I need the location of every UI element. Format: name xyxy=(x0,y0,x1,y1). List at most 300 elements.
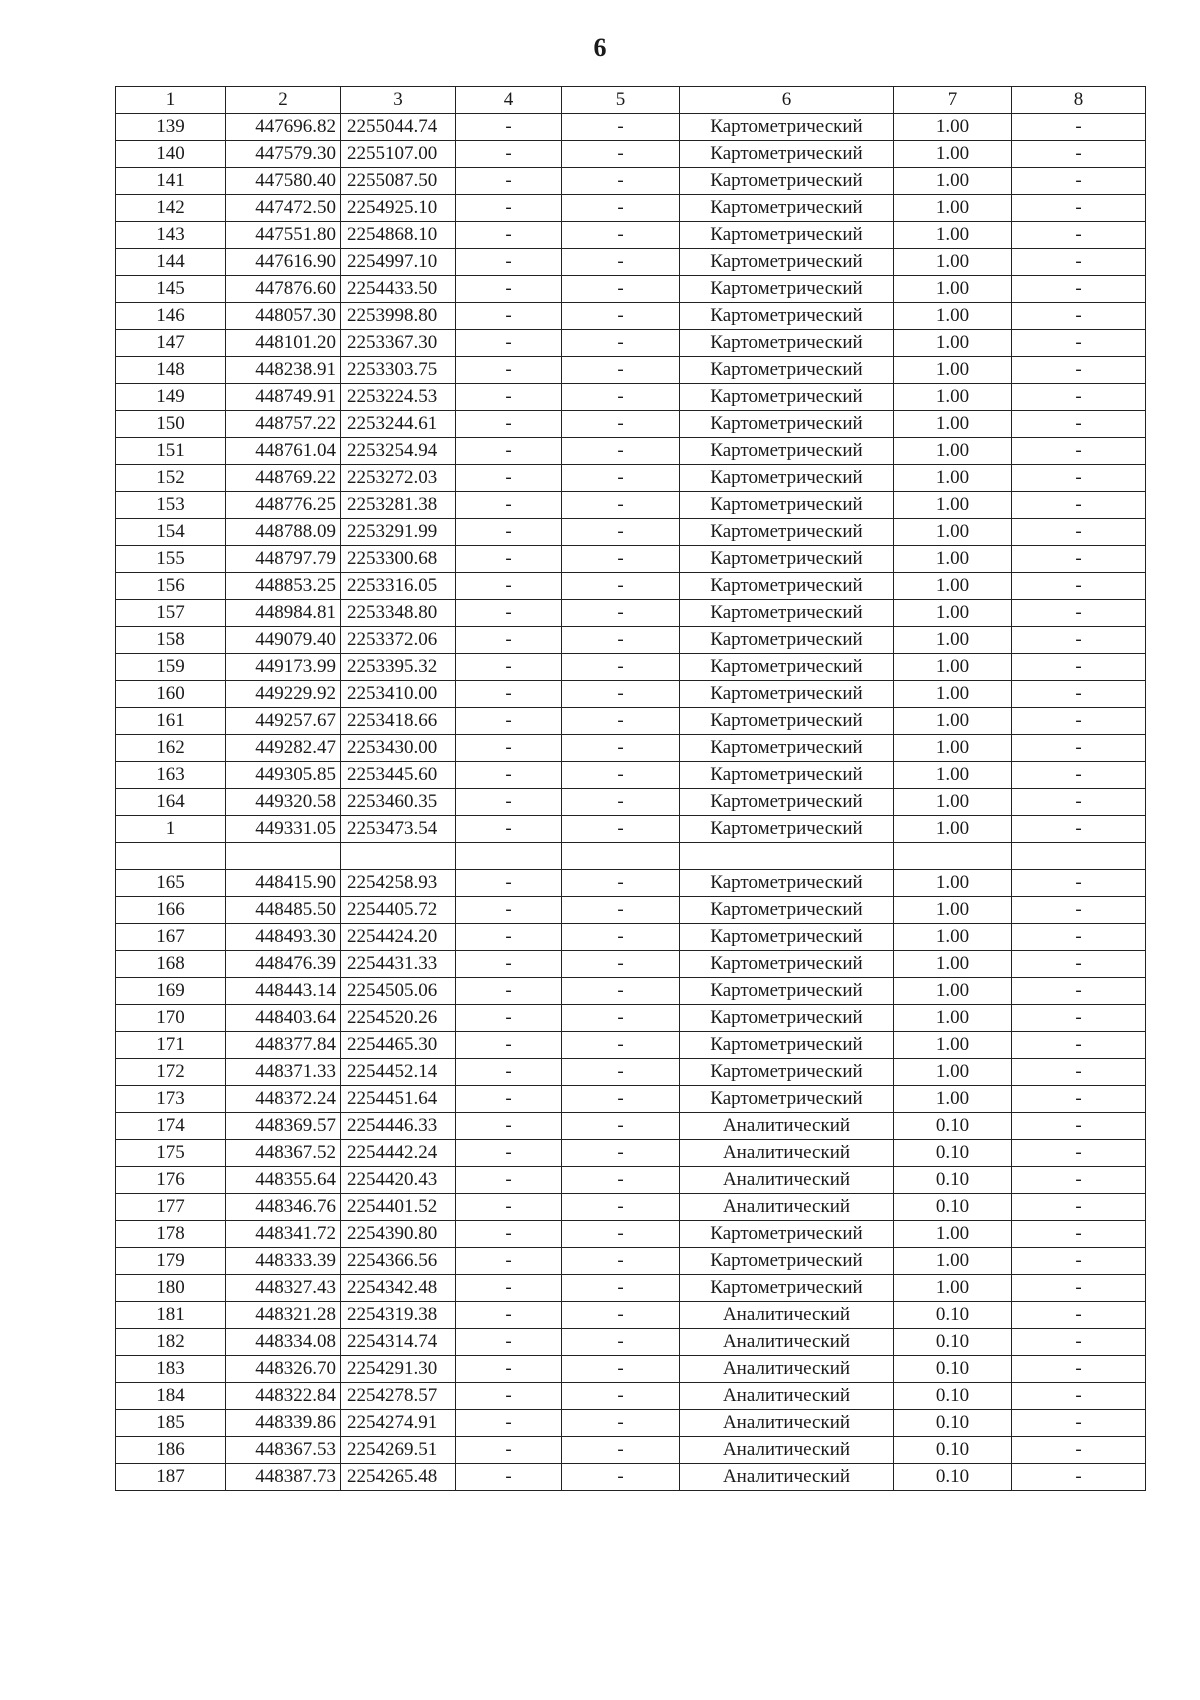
method-cell: Картометрический xyxy=(680,600,894,627)
col-5-value-cell: - xyxy=(562,1167,680,1194)
point-number-cell: 171 xyxy=(116,1032,226,1059)
x-coordinate-cell: 448355.64 xyxy=(226,1167,341,1194)
y-coordinate-cell: 2253445.60 xyxy=(341,762,456,789)
table-row xyxy=(116,1383,1146,1410)
accuracy-cell: 1.00 xyxy=(894,654,1012,681)
col-8-value-cell: - xyxy=(1012,168,1146,195)
x-coordinate-cell: 448334.08 xyxy=(226,1329,341,1356)
col-4-value-cell: - xyxy=(456,1005,562,1032)
col-8-value-cell: - xyxy=(1012,681,1146,708)
x-coordinate-cell: 447551.80 xyxy=(226,222,341,249)
col-8-value-cell: - xyxy=(1012,1248,1146,1275)
x-coordinate-cell: 448367.52 xyxy=(226,1140,341,1167)
point-number-cell: 142 xyxy=(116,195,226,222)
col-4-value-cell: - xyxy=(456,1437,562,1464)
table-header xyxy=(116,87,1146,114)
column-header-1: 1 xyxy=(116,87,226,114)
col-4-value-cell: - xyxy=(456,114,562,141)
method-cell: Картометрический xyxy=(680,816,894,843)
col-4-value-cell: - xyxy=(456,168,562,195)
col-5-value-cell: - xyxy=(562,762,680,789)
y-coordinate-cell: 2253410.00 xyxy=(341,681,456,708)
point-number-cell: 186 xyxy=(116,1437,226,1464)
accuracy-cell: 1.00 xyxy=(894,222,1012,249)
column-header-8: 8 xyxy=(1012,87,1146,114)
col-8-value-cell: - xyxy=(1012,1464,1146,1491)
x-coordinate-cell: 448443.14 xyxy=(226,978,341,1005)
col-5-value-cell: - xyxy=(562,1059,680,1086)
col-8-value-cell: - xyxy=(1012,816,1146,843)
table-row xyxy=(116,681,1146,708)
table-row xyxy=(116,789,1146,816)
accuracy-cell: 1.00 xyxy=(894,465,1012,492)
point-number-cell: 170 xyxy=(116,1005,226,1032)
accuracy-cell: 1.00 xyxy=(894,384,1012,411)
y-coordinate-cell: 2254442.24 xyxy=(341,1140,456,1167)
table-row xyxy=(116,168,1146,195)
col-5-value-cell: - xyxy=(562,168,680,195)
col-5-value-cell: - xyxy=(562,1275,680,1302)
col-4-value-cell: - xyxy=(456,816,562,843)
method-cell: Аналитический xyxy=(680,1167,894,1194)
y-coordinate-cell: 2253281.38 xyxy=(341,492,456,519)
table-row xyxy=(116,1221,1146,1248)
col-4-value-cell: - xyxy=(456,627,562,654)
col-5-value-cell: - xyxy=(562,789,680,816)
table-row xyxy=(116,276,1146,303)
col-4-value-cell: - xyxy=(456,1464,562,1491)
table-row xyxy=(116,1167,1146,1194)
col-4-value-cell: - xyxy=(456,1194,562,1221)
x-coordinate-cell: 448415.90 xyxy=(226,870,341,897)
accuracy-cell: 1.00 xyxy=(894,924,1012,951)
column-header-5: 5 xyxy=(562,87,680,114)
table-row xyxy=(116,708,1146,735)
x-coordinate-cell: 448341.72 xyxy=(226,1221,341,1248)
y-coordinate-cell: 2253272.03 xyxy=(341,465,456,492)
y-coordinate-cell: 2255107.00 xyxy=(341,141,456,168)
y-coordinate-cell: 2254274.91 xyxy=(341,1410,456,1437)
table-row xyxy=(116,492,1146,519)
method-cell: Картометрический xyxy=(680,1059,894,1086)
col-8-value-cell: - xyxy=(1012,438,1146,465)
x-coordinate-cell: 448367.53 xyxy=(226,1437,341,1464)
accuracy-cell xyxy=(894,843,1012,870)
col-8-value-cell: - xyxy=(1012,1005,1146,1032)
col-5-value-cell: - xyxy=(562,897,680,924)
x-coordinate-cell: 447580.40 xyxy=(226,168,341,195)
col-4-value-cell: - xyxy=(456,762,562,789)
point-number-cell: 184 xyxy=(116,1383,226,1410)
table-row xyxy=(116,465,1146,492)
col-5-value-cell: - xyxy=(562,438,680,465)
method-cell: Картометрический xyxy=(680,1221,894,1248)
point-number-cell: 162 xyxy=(116,735,226,762)
col-8-value-cell: - xyxy=(1012,1059,1146,1086)
col-5-value-cell: - xyxy=(562,1086,680,1113)
point-number-cell: 157 xyxy=(116,600,226,627)
table-row xyxy=(116,411,1146,438)
method-cell: Картометрический xyxy=(680,465,894,492)
y-coordinate-cell: 2254265.48 xyxy=(341,1464,456,1491)
accuracy-cell: 0.10 xyxy=(894,1167,1012,1194)
x-coordinate-cell: 448387.73 xyxy=(226,1464,341,1491)
y-coordinate-cell: 2254342.48 xyxy=(341,1275,456,1302)
x-coordinate-cell: 448984.81 xyxy=(226,600,341,627)
table-row xyxy=(116,951,1146,978)
x-coordinate-cell: 448339.86 xyxy=(226,1410,341,1437)
table-row xyxy=(116,1356,1146,1383)
table-row xyxy=(116,519,1146,546)
x-coordinate-cell: 448853.25 xyxy=(226,573,341,600)
col-5-value-cell: - xyxy=(562,573,680,600)
col-8-value-cell: - xyxy=(1012,897,1146,924)
y-coordinate-cell: 2254452.14 xyxy=(341,1059,456,1086)
col-5-value-cell: - xyxy=(562,1248,680,1275)
table-row xyxy=(116,843,1146,870)
x-coordinate-cell: 448493.30 xyxy=(226,924,341,951)
accuracy-cell: 1.00 xyxy=(894,249,1012,276)
y-coordinate-cell: 2254451.64 xyxy=(341,1086,456,1113)
col-8-value-cell: - xyxy=(1012,1302,1146,1329)
column-header-3: 3 xyxy=(341,87,456,114)
y-coordinate-cell: 2253460.35 xyxy=(341,789,456,816)
method-cell: Аналитический xyxy=(680,1113,894,1140)
col-4-value-cell: - xyxy=(456,249,562,276)
method-cell: Картометрический xyxy=(680,1032,894,1059)
accuracy-cell: 1.00 xyxy=(894,870,1012,897)
x-coordinate-cell: 449229.92 xyxy=(226,681,341,708)
col-5-value-cell: - xyxy=(562,600,680,627)
method-cell xyxy=(680,843,894,870)
y-coordinate-cell: 2254520.26 xyxy=(341,1005,456,1032)
point-number-cell: 167 xyxy=(116,924,226,951)
col-4-value-cell: - xyxy=(456,870,562,897)
point-number-cell: 176 xyxy=(116,1167,226,1194)
col-4-value-cell: - xyxy=(456,951,562,978)
col-4-value-cell: - xyxy=(456,1140,562,1167)
col-4-value-cell: - xyxy=(456,492,562,519)
point-number-cell: 147 xyxy=(116,330,226,357)
col-8-value-cell: - xyxy=(1012,870,1146,897)
y-coordinate-cell: 2254401.52 xyxy=(341,1194,456,1221)
point-number-cell: 160 xyxy=(116,681,226,708)
col-8-value-cell: - xyxy=(1012,1140,1146,1167)
accuracy-cell: 0.10 xyxy=(894,1464,1012,1491)
column-header-4: 4 xyxy=(456,87,562,114)
col-8-value-cell: - xyxy=(1012,222,1146,249)
table-row xyxy=(116,1194,1146,1221)
point-number-cell: 156 xyxy=(116,573,226,600)
table-row xyxy=(116,1032,1146,1059)
table-row xyxy=(116,1302,1146,1329)
accuracy-cell: 1.00 xyxy=(894,141,1012,168)
method-cell: Картометрический xyxy=(680,546,894,573)
x-coordinate-cell: 448776.25 xyxy=(226,492,341,519)
method-cell: Картометрический xyxy=(680,708,894,735)
y-coordinate-cell: 2254291.30 xyxy=(341,1356,456,1383)
x-coordinate-cell: 447579.30 xyxy=(226,141,341,168)
table-row xyxy=(116,1113,1146,1140)
y-coordinate-cell: 2254366.56 xyxy=(341,1248,456,1275)
col-8-value-cell: - xyxy=(1012,114,1146,141)
col-5-value-cell: - xyxy=(562,681,680,708)
method-cell: Аналитический xyxy=(680,1140,894,1167)
col-5-value-cell: - xyxy=(562,330,680,357)
accuracy-cell: 1.00 xyxy=(894,600,1012,627)
y-coordinate-cell: 2253998.80 xyxy=(341,303,456,330)
y-coordinate-cell: 2253473.54 xyxy=(341,816,456,843)
col-4-value-cell: - xyxy=(456,222,562,249)
col-5-value-cell: - xyxy=(562,546,680,573)
accuracy-cell: 1.00 xyxy=(894,519,1012,546)
accuracy-cell: 1.00 xyxy=(894,546,1012,573)
y-coordinate-cell: 2253254.94 xyxy=(341,438,456,465)
col-4-value-cell: - xyxy=(456,1383,562,1410)
y-coordinate-cell: 2254278.57 xyxy=(341,1383,456,1410)
col-4-value-cell: - xyxy=(456,1356,562,1383)
accuracy-cell: 1.00 xyxy=(894,978,1012,1005)
method-cell: Картометрический xyxy=(680,519,894,546)
col-5-value-cell: - xyxy=(562,654,680,681)
point-number-cell: 152 xyxy=(116,465,226,492)
method-cell: Картометрический xyxy=(680,573,894,600)
x-coordinate-cell: 448769.22 xyxy=(226,465,341,492)
y-coordinate-cell: 2254314.74 xyxy=(341,1329,456,1356)
col-8-value-cell: - xyxy=(1012,1113,1146,1140)
point-number-cell: 161 xyxy=(116,708,226,735)
table-row xyxy=(116,978,1146,1005)
table-row xyxy=(116,654,1146,681)
accuracy-cell: 1.00 xyxy=(894,573,1012,600)
x-coordinate-cell: 448346.76 xyxy=(226,1194,341,1221)
y-coordinate-cell: 2253418.66 xyxy=(341,708,456,735)
point-number-cell: 155 xyxy=(116,546,226,573)
col-8-value-cell: - xyxy=(1012,141,1146,168)
y-coordinate-cell: 2253372.06 xyxy=(341,627,456,654)
col-8-value-cell: - xyxy=(1012,573,1146,600)
method-cell: Картометрический xyxy=(680,897,894,924)
col-4-value-cell: - xyxy=(456,924,562,951)
method-cell: Картометрический xyxy=(680,195,894,222)
table-row xyxy=(116,357,1146,384)
method-cell: Картометрический xyxy=(680,762,894,789)
y-coordinate-cell: 2254997.10 xyxy=(341,249,456,276)
table-row xyxy=(116,1464,1146,1491)
col-4-value-cell: - xyxy=(456,897,562,924)
col-4-value-cell: - xyxy=(456,600,562,627)
table-row xyxy=(116,1086,1146,1113)
x-coordinate-cell: 448761.04 xyxy=(226,438,341,465)
accuracy-cell: 1.00 xyxy=(894,492,1012,519)
accuracy-cell: 1.00 xyxy=(894,1086,1012,1113)
x-coordinate-cell: 448238.91 xyxy=(226,357,341,384)
method-cell: Аналитический xyxy=(680,1302,894,1329)
col-4-value-cell: - xyxy=(456,1086,562,1113)
accuracy-cell: 1.00 xyxy=(894,330,1012,357)
x-coordinate-cell: 447876.60 xyxy=(226,276,341,303)
col-8-value-cell: - xyxy=(1012,384,1146,411)
col-8-value-cell: - xyxy=(1012,330,1146,357)
method-cell: Картометрический xyxy=(680,438,894,465)
col-5-value-cell: - xyxy=(562,708,680,735)
col-8-value-cell: - xyxy=(1012,276,1146,303)
point-number-cell: 1 xyxy=(116,816,226,843)
point-number-cell xyxy=(116,843,226,870)
y-coordinate-cell: 2253244.61 xyxy=(341,411,456,438)
method-cell: Картометрический xyxy=(680,492,894,519)
col-4-value-cell: - xyxy=(456,276,562,303)
col-8-value-cell: - xyxy=(1012,357,1146,384)
col-5-value-cell: - xyxy=(562,1410,680,1437)
method-cell: Картометрический xyxy=(680,789,894,816)
point-number-cell: 165 xyxy=(116,870,226,897)
accuracy-cell: 1.00 xyxy=(894,708,1012,735)
y-coordinate-cell: 2254269.51 xyxy=(341,1437,456,1464)
x-coordinate-cell: 448403.64 xyxy=(226,1005,341,1032)
method-cell: Аналитический xyxy=(680,1410,894,1437)
point-number-cell: 149 xyxy=(116,384,226,411)
col-4-value-cell: - xyxy=(456,1302,562,1329)
col-4-value-cell: - xyxy=(456,303,562,330)
accuracy-cell: 1.00 xyxy=(894,762,1012,789)
col-4-value-cell: - xyxy=(456,1275,562,1302)
accuracy-cell: 1.00 xyxy=(894,735,1012,762)
accuracy-cell: 1.00 xyxy=(894,789,1012,816)
table-row xyxy=(116,816,1146,843)
col-5-value-cell: - xyxy=(562,465,680,492)
col-5-value-cell: - xyxy=(562,1383,680,1410)
method-cell: Аналитический xyxy=(680,1194,894,1221)
method-cell: Картометрический xyxy=(680,276,894,303)
col-5-value-cell: - xyxy=(562,870,680,897)
table-body xyxy=(116,114,1146,1491)
col-8-value-cell: - xyxy=(1012,627,1146,654)
col-8-value-cell: - xyxy=(1012,1167,1146,1194)
method-cell: Картометрический xyxy=(680,1086,894,1113)
point-number-cell: 187 xyxy=(116,1464,226,1491)
point-number-cell: 172 xyxy=(116,1059,226,1086)
method-cell: Картометрический xyxy=(680,654,894,681)
y-coordinate-cell: 2253430.00 xyxy=(341,735,456,762)
col-5-value-cell: - xyxy=(562,1005,680,1032)
table-row xyxy=(116,1275,1146,1302)
col-8-value-cell: - xyxy=(1012,978,1146,1005)
col-8-value-cell: - xyxy=(1012,1356,1146,1383)
accuracy-cell: 0.10 xyxy=(894,1194,1012,1221)
col-4-value-cell: - xyxy=(456,978,562,1005)
col-5-value-cell: - xyxy=(562,303,680,330)
col-8-value-cell: - xyxy=(1012,1086,1146,1113)
point-number-cell: 174 xyxy=(116,1113,226,1140)
col-5-value-cell: - xyxy=(562,222,680,249)
col-4-value-cell xyxy=(456,843,562,870)
col-4-value-cell: - xyxy=(456,1410,562,1437)
table-row xyxy=(116,249,1146,276)
x-coordinate-cell: 447472.50 xyxy=(226,195,341,222)
table-row xyxy=(116,735,1146,762)
point-number-cell: 143 xyxy=(116,222,226,249)
point-number-cell: 145 xyxy=(116,276,226,303)
accuracy-cell: 0.10 xyxy=(894,1302,1012,1329)
table-row xyxy=(116,573,1146,600)
y-coordinate-cell: 2254433.50 xyxy=(341,276,456,303)
point-number-cell: 148 xyxy=(116,357,226,384)
table-row xyxy=(116,303,1146,330)
col-4-value-cell: - xyxy=(456,384,562,411)
col-8-value-cell: - xyxy=(1012,1410,1146,1437)
point-number-cell: 168 xyxy=(116,951,226,978)
accuracy-cell: 1.00 xyxy=(894,438,1012,465)
accuracy-cell: 0.10 xyxy=(894,1383,1012,1410)
col-4-value-cell: - xyxy=(456,573,562,600)
method-cell: Картометрический xyxy=(680,1005,894,1032)
method-cell: Картометрический xyxy=(680,735,894,762)
y-coordinate-cell: 2254465.30 xyxy=(341,1032,456,1059)
method-cell: Картометрический xyxy=(680,978,894,1005)
accuracy-cell: 1.00 xyxy=(894,627,1012,654)
table-row xyxy=(116,1437,1146,1464)
y-coordinate-cell: 2253224.53 xyxy=(341,384,456,411)
col-8-value-cell: - xyxy=(1012,708,1146,735)
x-coordinate-cell: 449257.67 xyxy=(226,708,341,735)
col-5-value-cell: - xyxy=(562,816,680,843)
method-cell: Аналитический xyxy=(680,1356,894,1383)
accuracy-cell: 1.00 xyxy=(894,1221,1012,1248)
col-4-value-cell: - xyxy=(456,1059,562,1086)
col-4-value-cell: - xyxy=(456,411,562,438)
x-coordinate-cell: 448369.57 xyxy=(226,1113,341,1140)
x-coordinate-cell: 447616.90 xyxy=(226,249,341,276)
col-4-value-cell: - xyxy=(456,1248,562,1275)
col-8-value-cell: - xyxy=(1012,195,1146,222)
column-header-2: 2 xyxy=(226,87,341,114)
col-4-value-cell: - xyxy=(456,1167,562,1194)
point-number-cell: 159 xyxy=(116,654,226,681)
col-5-value-cell: - xyxy=(562,1464,680,1491)
col-4-value-cell: - xyxy=(456,195,562,222)
y-coordinate-cell: 2254505.06 xyxy=(341,978,456,1005)
col-5-value-cell: - xyxy=(562,978,680,1005)
method-cell: Картометрический xyxy=(680,222,894,249)
x-coordinate-cell: 448749.91 xyxy=(226,384,341,411)
table-row xyxy=(116,384,1146,411)
col-8-value-cell: - xyxy=(1012,1383,1146,1410)
x-coordinate-cell: 448322.84 xyxy=(226,1383,341,1410)
y-coordinate-cell: 2253367.30 xyxy=(341,330,456,357)
col-5-value-cell: - xyxy=(562,1302,680,1329)
col-4-value-cell: - xyxy=(456,1113,562,1140)
col-4-value-cell: - xyxy=(456,519,562,546)
col-8-value-cell: - xyxy=(1012,1194,1146,1221)
col-4-value-cell: - xyxy=(456,330,562,357)
x-coordinate-cell: 448797.79 xyxy=(226,546,341,573)
y-coordinate-cell: 2254868.10 xyxy=(341,222,456,249)
table-row xyxy=(116,438,1146,465)
point-number-cell: 164 xyxy=(116,789,226,816)
page-number: 6 xyxy=(593,33,607,62)
accuracy-cell: 1.00 xyxy=(894,681,1012,708)
method-cell: Картометрический xyxy=(680,141,894,168)
point-number-cell: 179 xyxy=(116,1248,226,1275)
point-number-cell: 182 xyxy=(116,1329,226,1356)
col-4-value-cell: - xyxy=(456,1032,562,1059)
point-number-cell: 175 xyxy=(116,1140,226,1167)
table-row xyxy=(116,627,1146,654)
x-coordinate-cell: 448372.24 xyxy=(226,1086,341,1113)
col-4-value-cell: - xyxy=(456,1329,562,1356)
col-4-value-cell: - xyxy=(456,546,562,573)
